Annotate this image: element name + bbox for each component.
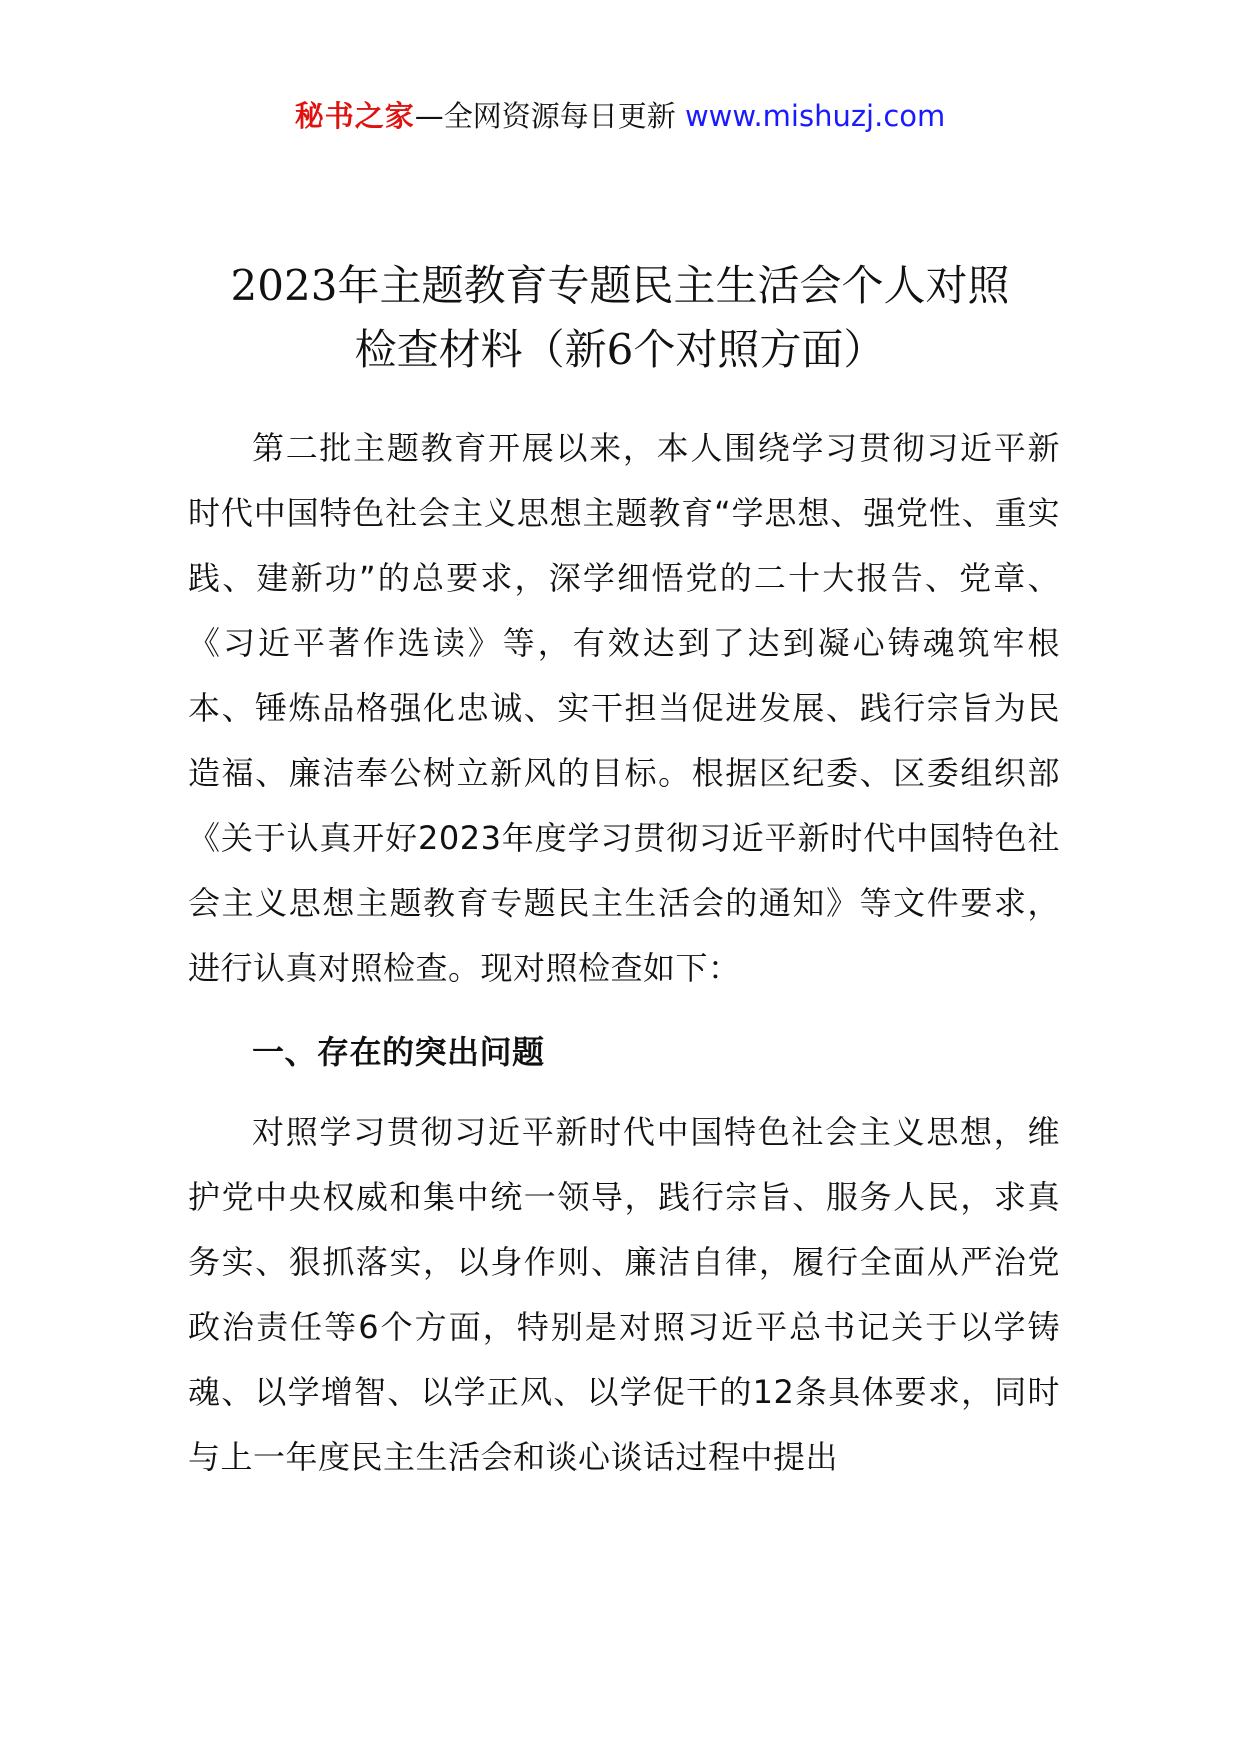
document-title-line-1 bbox=[150, 254, 1090, 318]
title-line-2-end: 个对照方面） bbox=[633, 325, 886, 374]
site-brand: 秘书之家 bbox=[294, 99, 415, 133]
site-header bbox=[0, 96, 1240, 136]
document-body bbox=[188, 416, 1060, 1490]
problems-paragraph: 对照学习贯彻习近平新时代中国特色社会主义思想，维护党中央权威和集中统一领导，践行宗旨、服务人民，求真务实、狠抓落实，以身作则、廉洁自律，履行全面从严治党政治责任等6个方面，特别是对照习近平总书记关于以学铸魂、以学增智、以学正风、以学促干的12条具体要求，同时与上一年度民主生活会和谈心谈话过程中提出 bbox=[188, 1113, 1060, 1476]
title-line-1-text: 年主题教育专题民主生活会个人对照 bbox=[337, 261, 1010, 310]
title-year: 2023 bbox=[230, 261, 338, 310]
intro-paragraph: 第二批主题教育开展以来，本人围绕学习贯彻习近平新时代中国特色社会主义思想主题教育“学思想、强党性、重实践、建新功”的总要求，深学细悟党的二十大报告、党章、《习近平著作选读》等，有效达到了达到凝心铸魂筑牢根本、锤炼品格强化忠诚、实干担当促进发展、践行宗旨为民造福、廉洁奉公树立新风的目标。根据区纪委、区委组织部《关于认真开好2023年度学习贯彻习近平新时代中国特色社会主义思想主题教育专题民主生活会的通知》等文件要求，进行认真对照检查。现对照检查如下： bbox=[188, 429, 1060, 987]
document-title bbox=[150, 254, 1090, 382]
title-line-2-start: 检查材料（新 bbox=[354, 325, 607, 374]
site-tagline: —全网资源每日更新 bbox=[414, 99, 676, 133]
title-number: 6 bbox=[606, 325, 634, 374]
document-title-line-2 bbox=[150, 318, 1090, 382]
section-heading-problems: 一、存在的突出问题 bbox=[252, 1033, 545, 1071]
site-url-link[interactable]: www.mishuzj.com bbox=[684, 99, 946, 133]
